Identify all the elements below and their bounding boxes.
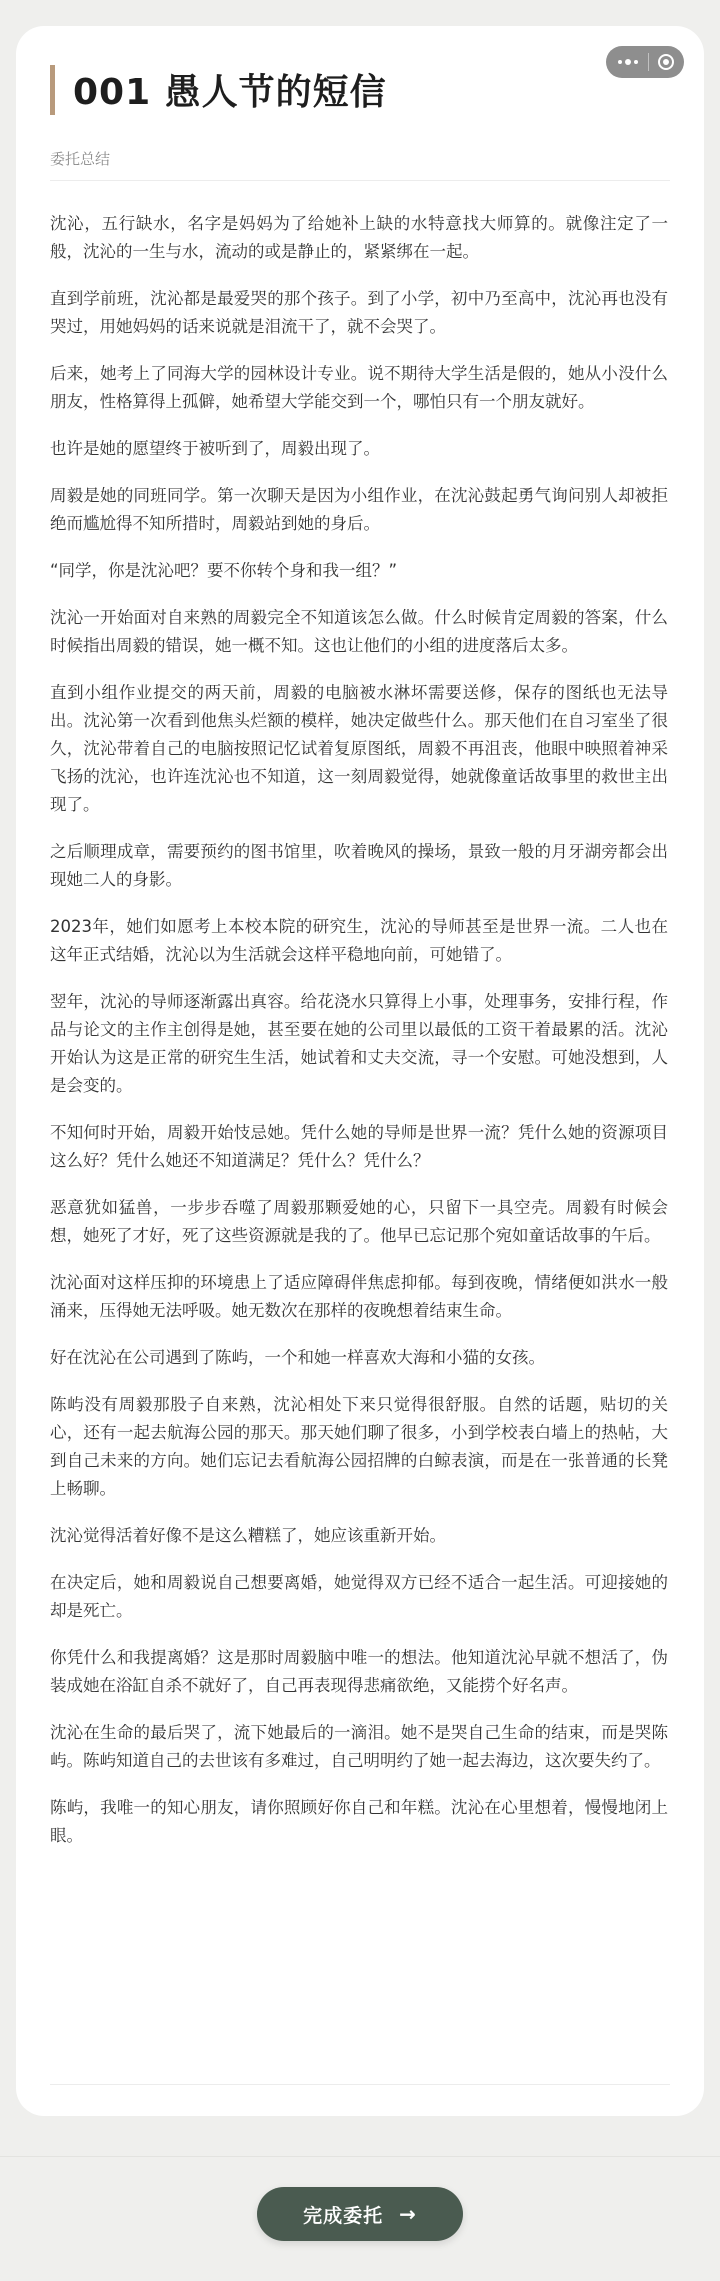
header-divider (50, 180, 670, 181)
story-paragraph: “同学，你是沈沁吧？要不你转个身和我一组？” (50, 561, 398, 580)
story-paragraph: 2023年，她们如愿考上本校本院的研究生，沈沁的导师甚至是世界一流。二人也在这年正式结婚，沈沁以为生活就会这样平稳地向前，可她错了。 (50, 917, 668, 964)
story-paragraph: 沈沁在生命的最后哭了，流下她最后的一滴泪。她不是哭自己生命的结束，而是哭陈屿。陈屿知道自己的去世该有多难过，自己明明约了她一起去海边，这次要失约了。 (50, 1723, 668, 1770)
capsule-divider (648, 53, 649, 71)
bottom-action-bar (0, 2156, 720, 2281)
more-dots-icon[interactable] (618, 59, 638, 65)
story-paragraph: 沈沁一开始面对自来熟的周毅完全不知道该怎么做。什么时候肯定周毅的答案，什么时候指出周毅的错误，她一概不知。这也让他们的小组的进度落后太多。 (50, 608, 668, 655)
title-row (50, 64, 387, 115)
story-paragraph: 沈沁面对这样压抑的环境患上了适应障碍伴焦虑抑郁。每到夜晚，情绪便如洪水一般涌来，压得她无法呼吸。她无数次在那样的夜晚想着结束生命。 (50, 1273, 668, 1320)
summary-card (16, 26, 704, 2116)
story-paragraph: 直到学前班，沈沁都是最爱哭的那个孩子。到了小学，初中乃至高中，沈沁再也没有哭过，用她妈妈的话来说就是泪流干了，就不会哭了。 (50, 289, 668, 336)
story-paragraph: 不知何时开始，周毅开始忮忌她。凭什么她的导师是世界一流？凭什么她的资源项目这么好？凭什么她还不知道满足？凭什么？凭什么？ (50, 1123, 668, 1170)
mini-program-capsule (606, 46, 684, 78)
story-paragraph: 好在沈沁在公司遇到了陈屿，一个和她一样喜欢大海和小猫的女孩。 (50, 1348, 545, 1367)
arrow-right-icon: → (399, 2202, 417, 2226)
story-paragraph: 沈沁，五行缺水，名字是妈妈为了给她补上缺的水特意找大师算的。就像注定了一般，沈沁的一生与水，流动的或是静止的，紧紧绑在一起。 (50, 214, 668, 261)
story-paragraph: 直到小组作业提交的两天前，周毅的电脑被水淋坏需要送修，保存的图纸也无法导出。沈沁第一次看到他焦头烂额的模样，她决定做些什么。那天他们在自习室坐了很久，沈沁带着自己的电脑按照记忆试着复原图纸，周毅不再沮丧，他眼中映照着神采飞扬的沈沁，也许连沈沁也不知道，这一刻周毅觉得，她就像童话故事里的救世主出现了。 (50, 683, 668, 814)
content-end-divider (50, 2084, 670, 2085)
target-close-icon[interactable] (658, 54, 674, 70)
story-paragraph: 也许是她的愿望终于被听到了，周毅出现了。 (50, 439, 380, 458)
page-subtitle: 委托总结 (50, 150, 111, 168)
story-paragraph: 陈屿没有周毅那股子自来熟，沈沁相处下来只觉得很舒服。自然的话题，贴切的关心，还有一起去航海公园的那天。那天她们聊了很多，小到学校表白墙上的热帖，大到自己未来的方向。她们忘记去看航海公园招牌的白鲸表演，而是在一张普通的长凳上畅聊。 (50, 1395, 668, 1498)
story-paragraph: 翌年，沈沁的导师逐渐露出真容。给花浇水只算得上小事，处理事务，安排行程，作品与论文的主作主创得是她，甚至要在她的公司里以最低的工资干着最累的活。沈沁开始认为这是正常的研究生生活，她试着和丈夫交流，寻一个安慰。可她没想到，人是会变的。 (50, 992, 668, 1095)
story-paragraph: 在决定后，她和周毅说自己想要离婚，她觉得双方已经不适合一起生活。可迎接她的却是死亡。 (50, 1573, 668, 1620)
complete-commission-label: 完成委托 (303, 2204, 384, 2227)
story-content (50, 210, 668, 1869)
story-paragraph: 后来，她考上了同海大学的园林设计专业。说不期待大学生活是假的，她从小没什么朋友，性格算得上孤僻，她希望大学能交到一个，哪怕只有一个朋友就好。 (50, 364, 668, 411)
story-paragraph: 你凭什么和我提离婚？这是那时周毅脑中唯一的想法。他知道沈沁早就不想活了，伪装成她在浴缸自杀不就好了，自己再表现得悲痛欲绝，又能捞个好名声。 (50, 1648, 668, 1695)
page-title: 001 愚人节的短信 (73, 72, 387, 113)
complete-commission-button[interactable] (257, 2187, 463, 2241)
story-paragraph: 恶意犹如猛兽，一步步吞噬了周毅那颗爱她的心，只留下一具空壳。周毅有时候会想，她死了才好，死了这些资源就是我的了。他早已忘记那个宛如童话故事的午后。 (50, 1198, 668, 1245)
story-paragraph: 周毅是她的同班同学。第一次聊天是因为小组作业，在沈沁鼓起勇气询问别人却被拒绝而尴尬得不知所措时，周毅站到她的身后。 (50, 486, 668, 533)
story-paragraph: 陈屿，我唯一的知心朋友，请你照顾好你自己和年糕。沈沁在心里想着，慢慢地闭上眼。 (50, 1798, 668, 1845)
title-accent-bar (50, 65, 55, 115)
story-paragraph: 之后顺理成章，需要预约的图书馆里，吹着晚风的操场，景致一般的月牙湖旁都会出现她二人的身影。 (50, 842, 668, 889)
story-paragraph: 沈沁觉得活着好像不是这么糟糕了，她应该重新开始。 (50, 1526, 446, 1545)
